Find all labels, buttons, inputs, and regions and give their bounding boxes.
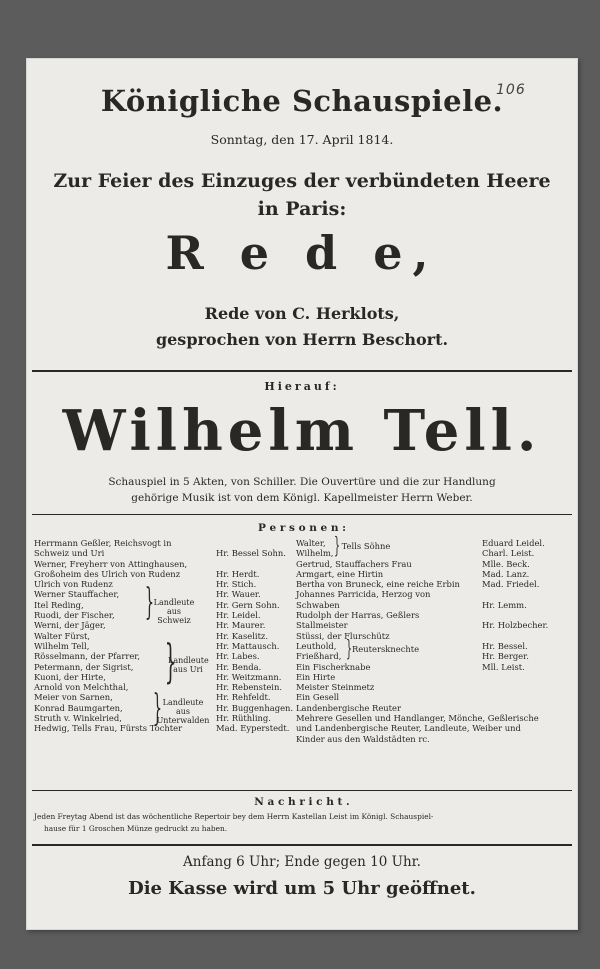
role-name: Rudolph der Harras, Geßlers (296, 610, 420, 621)
cast-row (296, 641, 574, 651)
cast-row (296, 559, 574, 569)
role-name: Herrmann Geßler, Reichsvogt in (34, 538, 172, 548)
role-name: Ruodi, der Fischer, (34, 610, 115, 621)
cast-row (296, 662, 574, 672)
role-name: Leuthold, (296, 640, 337, 651)
play-description-1: Schauspiel in 5 Akten, von Schiller. Die Ouvertüre und die zur Handlung (108, 476, 496, 488)
role-name: Meier von Sarnen, (34, 692, 113, 703)
role-name: Walter Fürst, (34, 630, 91, 641)
actor-name: Hr. Wauer. (216, 589, 261, 600)
cast-row (296, 600, 574, 610)
role-name: Bertha von Bruneck, eine reiche Erbin (296, 579, 460, 590)
role-name: Struth v. Winkelried, (34, 713, 122, 724)
cast-row (34, 579, 296, 589)
actor-name: Hr. Rüthling. (216, 713, 271, 724)
cast-row (34, 569, 296, 579)
cast-row (296, 610, 574, 620)
play-intro: Hierauf: (264, 380, 340, 393)
actor-name: Hr. Holzbecher. (482, 620, 549, 631)
role-name: Schweiz und Uri (34, 548, 105, 559)
actor-name: Hr. Leidel. (216, 610, 261, 621)
actor-name: Eduard Leidel. (482, 538, 545, 548)
occasion-line-1: Zur Feier des Einzuges der verbündeten Heere (53, 170, 551, 192)
speech-speaker: gesprochen von Herrn Beschort. (155, 330, 449, 349)
role-name: Walter, (296, 538, 326, 548)
performance-times: Anfang 6 Uhr; Ende gegen 10 Uhr. (183, 854, 421, 870)
performance-date: Sonntag, den 17. April 1814. (210, 132, 394, 147)
role-name: Frießhard, (296, 651, 342, 662)
role-name: und Landenbergische Reuter, Landleute, Weiber und (296, 723, 521, 734)
brace-sons: } (333, 534, 341, 559)
group-label-unterwalden: Landleute aus Unterwalden (156, 698, 210, 725)
play-description-2: gehörige Musik ist von dem Königl. Kapellmeister Herrn Weber. (131, 492, 473, 504)
box-office-notice: Die Kasse wird um 5 Uhr geöffnet. (128, 878, 476, 899)
role-name: Ein Fischerknabe (296, 661, 371, 672)
cast-row (296, 734, 574, 744)
occasion-line-2: in Paris: (257, 198, 347, 220)
group-label-schweiz: Landleute aus Schweiz (153, 598, 195, 625)
playbill-sheet (26, 58, 578, 930)
role-name: Rösselmann, der Pfarrer, (34, 651, 141, 662)
actor-name: Hr. Berger. (482, 651, 529, 662)
actor-name: Mad. Lanz. (482, 568, 530, 579)
cast-row (296, 579, 574, 589)
actor-name: Hr. Kaselitz. (216, 630, 269, 641)
group-label-sons: Tells Söhne (341, 541, 391, 551)
actor-name: Hr. Stich. (216, 579, 257, 590)
role-name: Werner, Freyherr von Attinghausen, (34, 558, 188, 569)
cast-row (296, 703, 574, 713)
actor-name: Hr. Gern Sohn. (216, 599, 280, 610)
role-name: Arnold von Melchthal, (34, 682, 129, 693)
cast-row (296, 682, 574, 692)
actor-name: Hr. Rehfeldt. (216, 692, 271, 703)
role-name: Johannes Parricida, Herzog von (296, 589, 431, 600)
cast-row (296, 620, 574, 630)
brace-knechte: } (345, 637, 353, 662)
cast-row (296, 723, 574, 733)
role-name: Stüssi, der Flurschütz (296, 630, 390, 641)
cast-row (296, 672, 574, 682)
actor-name: Hr. Lemm. (482, 599, 527, 610)
actor-name: Hr. Bessel. (482, 640, 528, 651)
cast-row (296, 651, 574, 661)
theater-title: Königliche Schauspiele. (100, 84, 504, 118)
divider-3 (32, 790, 572, 791)
cast-row (34, 548, 296, 558)
actor-name: Hr. Rebenstein. (216, 682, 283, 693)
role-name: Werni, der Jäger, (34, 620, 106, 631)
cast-right-column (296, 534, 574, 744)
role-name: Gertrud, Stauffachers Frau (296, 558, 412, 569)
role-name: Landenbergische Reuter (296, 702, 402, 713)
role-name: Ein Gesell (296, 692, 340, 703)
play-title: Wilhelm Tell. (62, 398, 542, 464)
group-label-uri: Landleute aus Uri (168, 656, 209, 674)
notice-line-1: Jeden Freytag Abend ist das wöchentliche Repertoir bey dem Herrn Kastellan Leist im Königl. Schauspiel- (34, 812, 434, 821)
role-name: Kuoni, der Hirte, (34, 671, 106, 682)
actor-name: Hr. Benda. (216, 661, 262, 672)
divider-1 (32, 370, 572, 372)
cast-row (296, 713, 574, 723)
role-name: Werner Stauffacher, (34, 589, 120, 600)
role-name: Konrad Baumgarten, (34, 702, 123, 713)
role-name: Stallmeister (296, 620, 348, 631)
actor-name: Mll. Leist. (482, 661, 525, 672)
cast-row (296, 692, 574, 702)
actor-name: Hr. Weitzmann. (216, 671, 282, 682)
notice-line-2: hause für 1 Groschen Münze gedruckt zu haben. (44, 824, 228, 833)
role-name: Petermann, der Sigrist, (34, 661, 134, 672)
role-name: Schwaben (296, 599, 340, 610)
role-name: Ein Hirte (296, 671, 336, 682)
cast-heading: P e r s o n e n : (257, 522, 347, 534)
actor-name: Charl. Leist. (482, 548, 535, 559)
cast-row (34, 559, 296, 569)
role-name: Armgart, eine Hirtin (296, 568, 384, 579)
group-label-knechte: Reutersknechte (352, 644, 420, 654)
actor-name: Hr. Bessel Sohn. (216, 548, 286, 559)
brace-unterwalden: } (152, 688, 163, 729)
brace-schweiz: } (144, 582, 155, 623)
role-name: Großoheim des Ulrich von Rudenz (34, 568, 181, 579)
actor-name: Hr. Maurer. (216, 620, 266, 631)
cast-row (34, 538, 296, 548)
role-name: Wilhelm, (296, 548, 334, 559)
role-name: Hedwig, Tells Frau, Fürsts Tochter (34, 723, 183, 734)
actor-name: Hr. Mattausch. (216, 640, 280, 651)
actor-name: Mad. Friedel. (482, 579, 540, 590)
cast-row (296, 569, 574, 579)
speech-author: Rede von C. Herklots, (204, 304, 400, 323)
archive-number: 106 (496, 82, 526, 98)
role-name: Meister Steinmetz (296, 682, 375, 693)
actor-name: Hr. Herdt. (216, 568, 260, 579)
notice-heading: N a c h r i c h t . (254, 796, 350, 808)
cast-row (296, 589, 574, 599)
role-name: Mehrere Gesellen und Handlanger, Mönche, Geßlerische (296, 713, 539, 724)
brace-uri: } (164, 634, 177, 688)
role-name: Itel Reding, (34, 599, 84, 610)
actor-name: Hr. Buggenhagen. (216, 702, 294, 713)
divider-2 (32, 514, 572, 515)
actor-name: Hr. Labes. (216, 651, 260, 662)
actor-name: Mad. Eyperstedt. (216, 723, 290, 734)
actor-name: Mlle. Beck. (482, 558, 530, 569)
role-name: Ulrich von Rudenz (34, 579, 113, 590)
cast-row (296, 631, 574, 641)
role-name: Wilhelm Tell, (34, 640, 90, 651)
speech-title: R e d e, (165, 226, 439, 280)
role-name: Kinder aus den Waldstädten rc. (296, 733, 430, 744)
divider-4 (32, 844, 572, 846)
